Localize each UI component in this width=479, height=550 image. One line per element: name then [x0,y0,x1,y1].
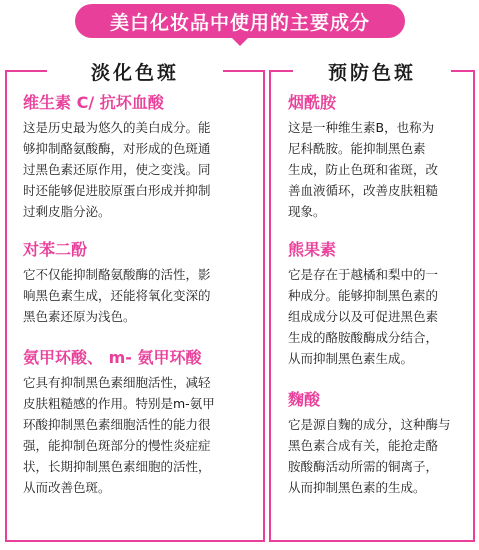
body-line: 皮肤粗糙感的作用。特别是m-氨甲 [23,396,215,411]
section-kojic-acid [288,390,468,498]
panel-heading: 预防色斑 [327,62,416,84]
section-title-line: 对苯二酚 [23,240,88,259]
section-title-line: 烟酰胺 [288,93,337,112]
banner-title: 美白化妆品中使用的主要成分 [75,4,405,38]
body-line: 过黑色素还原作用，使之变浅。同 [23,162,211,177]
body-line: 够抑制酪氨酸酶，对形成的色斑通 [23,141,211,156]
body-line: 现象。 [288,204,326,219]
body-line: 状，长期抑制黑色素细胞的活性， [23,459,211,474]
body-line: 胺酸酶活动所需的铜离子， [288,459,439,474]
section-hydroquinone [23,240,259,327]
section-body [288,264,468,369]
section-title-line: m- 氨甲环酸 [108,348,202,367]
body-line: 时还能够促进胶原蛋白形成并抑制 [23,183,211,198]
body-line: 善血液循环，改善皮肤粗糙 [288,183,439,198]
section-title [288,240,468,260]
body-line: 过剩皮脂分泌。 [23,204,111,219]
section-title [288,93,468,113]
section-body [23,264,259,327]
body-line: 黑色素合成有关，能抢走酪 [288,438,439,453]
body-line: 它是源自麴的成分，这种酶与 [288,417,451,432]
body-line: 生成的酪胺酸酶成分结合， [288,330,439,345]
body-line: 生成，防止色斑和雀斑，改 [288,162,439,177]
panel-heading: 淡化色斑 [90,62,179,84]
section-title [23,348,259,368]
body-line: 尼科酰胺。能抑制黑色素 [288,141,426,156]
body-line: 它不仅能抑制酪氨酸酶的活性，影 [23,267,211,282]
section-body [288,414,468,498]
body-line: 从而抑制黑色素的生成。 [288,480,426,495]
section-arbutin [288,240,468,369]
body-line: 种成分。能够抑制黑色素的 [288,288,439,303]
body-line: 组成成分以及可促进黑色素 [288,309,439,324]
body-line: 强，能抑制色斑部分的慢性炎症症 [23,438,211,453]
body-line: 从而抑制黑色素生成。 [288,351,414,366]
section-title [288,390,468,410]
body-line: 从而改善色斑。 [23,480,111,495]
body-line: 黑色素还原为浅色。 [23,309,136,324]
section-body [23,117,259,222]
body-line: 这是一种维生素B，也称为 [288,120,435,135]
body-line: 响黑色素生成，还能将氧化变深的 [23,288,211,303]
section-title-line: 熊果素 [288,240,337,259]
banner-pointer [232,38,248,46]
body-line: 它是存在于越橘和梨中的一 [288,267,439,282]
section-title-line: 维生素 C/ 抗坏血酸 [23,93,164,112]
body-line: 环酸抑制黑色素细胞活性的能力很 [23,417,211,432]
section-title-line: 麴酸 [288,390,321,409]
section-title [23,240,259,260]
section-body [23,372,259,498]
section-tranexamic-acid [23,348,259,498]
section-vitamin-c [23,93,259,222]
body-line: 它具有抑制黑色素细胞活性，减轻 [23,375,211,390]
body-line: 这是历史最为悠久的美白成分。能 [23,120,211,135]
section-title [23,93,259,113]
section-niacinamide [288,93,468,222]
section-body [288,117,468,222]
section-title-line: 氨甲环酸、 [23,348,104,367]
